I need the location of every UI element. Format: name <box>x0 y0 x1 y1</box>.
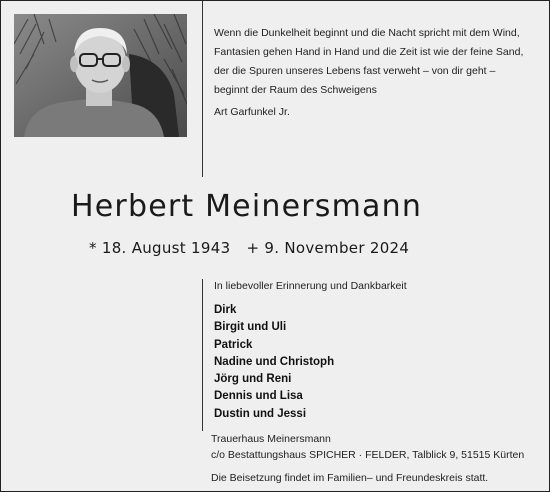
mourners-list <box>214 302 334 423</box>
list-item: Birgit und Uli <box>214 321 287 334</box>
death-date: + 9. November 2024 <box>246 239 410 257</box>
burial-note: Die Beisetzung findet im Familien– und Freundeskreis statt. <box>211 472 489 484</box>
poem-line: Wenn die Dunkelheit beginnt und die Nacht spricht mit dem Wind, <box>214 27 520 39</box>
funeral-home-line: c/o Bestattungshaus SPICHER · FELDER, Talblick 9, 51515 Kürten <box>211 449 525 461</box>
deceased-name: Herbert Meinersmann <box>71 189 423 224</box>
poem <box>214 24 544 100</box>
poem-line: der die Spuren unseres Lebens fast verweht – von dir geht – <box>214 65 496 77</box>
list-item: Dirk <box>214 304 237 316</box>
list-item: Nadine und Christoph <box>214 355 335 368</box>
vertical-divider-top <box>202 1 203 177</box>
poem-line: beginnt der Raum des Schweigens <box>214 84 377 96</box>
life-dates <box>89 239 409 257</box>
mourners-intro: In liebevoller Erinnerung und Dankbarkeit <box>214 280 407 292</box>
poem-line: Fantasien gehen Hand in Hand und die Zeit ist wie der feine Sand, <box>214 46 524 58</box>
list-item: Dennis und Lisa <box>214 390 303 403</box>
vertical-divider-bottom <box>202 279 203 431</box>
portrait-photo <box>14 14 187 137</box>
funeral-home-line: Trauerhaus Meinersmann <box>211 433 331 445</box>
birth-date: * 18. August 1943 <box>89 239 231 257</box>
list-item: Patrick <box>214 338 253 351</box>
funeral-home-address <box>211 431 524 463</box>
list-item: Jörg und Reni <box>214 373 292 386</box>
list-item: Dustin und Jessi <box>214 407 307 420</box>
poem-author: Art Garfunkel Jr. <box>214 106 290 118</box>
